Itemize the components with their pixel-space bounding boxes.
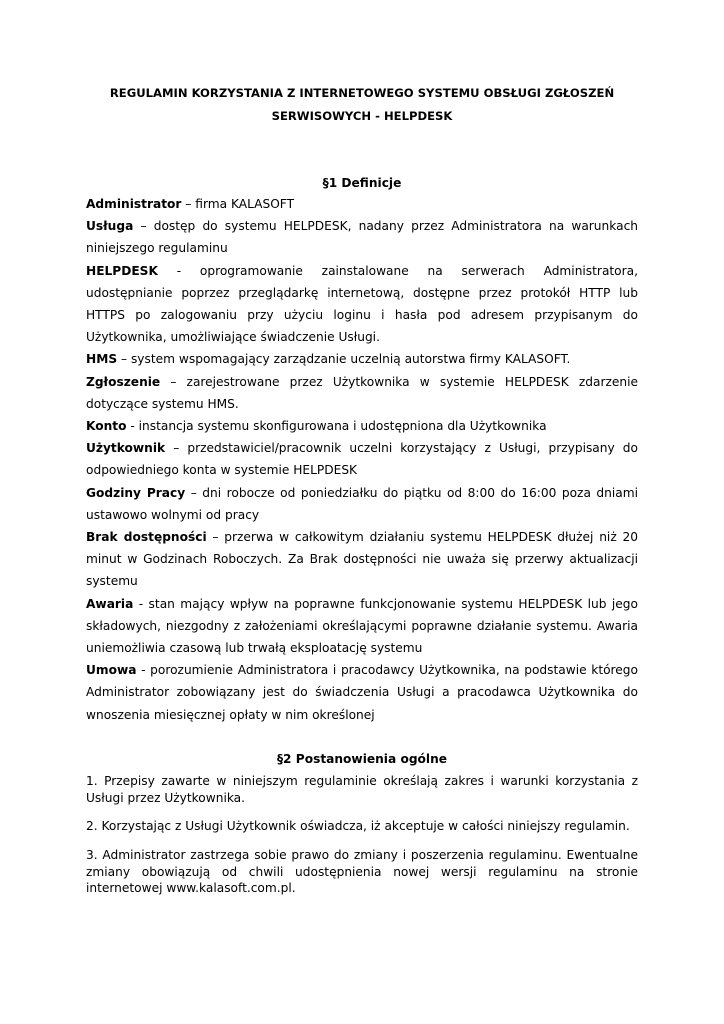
definition-item [86, 260, 638, 349]
definition-text: – system wspomagający zarządzanie uczelnią autorstwa firmy KALASOFT. [117, 352, 571, 367]
paragraph-3: 3. Administrator zastrzega sobie prawo do zmiany i poszerzenia regulaminu. Ewentualne zmiany obowiązują od chwili udostępnienia nowej wersji regulaminu na stronie internetowej www.kalasoft.com.pl. [86, 848, 638, 895]
definition-item [86, 659, 638, 726]
definition-term: Awaria [86, 596, 134, 611]
definition-item [86, 415, 638, 437]
definition-term: Godziny Pracy [86, 485, 186, 500]
definition-term: Administrator [86, 197, 182, 211]
definition-text: - instancja systemu skonfigurowana i udostępniona dla Użytkownika [126, 419, 547, 434]
definition-item [86, 193, 638, 215]
title-line-2: SERWISOWYCH - HELPDESK [271, 109, 453, 123]
definition-text: - porozumienie Administratora i pracodawcy Użytkownika, na podstawie którego Administrator zobowiązany jest do świadczenia Usługi a pracodawca Użytkownika do wnoszenia miesięcznej opłaty w nim określonej [86, 663, 638, 722]
definition-item [86, 593, 638, 660]
title-line-1: REGULAMIN KORZYSTANIA Z INTERNETOWEGO SYSTEMU OBSŁUGI ZGŁOSZEŃ [109, 86, 615, 100]
definition-item [86, 215, 638, 259]
definition-term: HMS [86, 352, 118, 367]
definition-term: Usługa [86, 219, 134, 234]
section-1-heading: §1 Definicje [322, 176, 402, 190]
definition-text: – przerwa w całkowitym działaniu systemu HELPDESK dłużej niż 20 minut w Godzinach Roboczych. Za Brak dostępności nie uważa się przerwy aktualizacji systemu [86, 530, 638, 589]
definition-text: - oprogramowanie zainstalowane na serwerach Administratora, udostępnianie poprzez przeglądarkę internetową, dostępne przez protokół HTTP lub HTTPS po zalogowaniu przy użyciu loginu i hasła pod adresem przypisanym do Użytkownika, umożliwiające świadczenie Usługi. [86, 263, 638, 345]
definition-text: – firma KALASOFT [181, 197, 295, 211]
definition-text: – przedstawiciel/pracownik uczelni korzystający z Usługi, przypisany do odpowiedniego konta w systemie HELPDESK [86, 441, 638, 478]
definition-text: – zarejestrowane przez Użytkownika w systemie HELPDESK zdarzenie dotyczące systemu HMS. [86, 374, 638, 411]
definitions-list [86, 193, 638, 726]
definition-term: Konto [86, 419, 127, 434]
definition-term: Użytkownik [86, 441, 166, 456]
definition-term: Brak dostępności [86, 530, 207, 545]
definition-text: – dostęp do systemu HELPDESK, nadany przez Administratora na warunkach niniejszego regulaminu [86, 219, 638, 256]
document-title [86, 82, 638, 128]
definition-item [86, 371, 638, 415]
definition-item [86, 526, 638, 593]
paragraph-1: 1. Przepisy zawarte w niniejszym regulaminie określają zakres i warunki korzystania z Usługi przez Użytkownika. [86, 774, 638, 805]
definition-item [86, 348, 638, 370]
definition-term: HELPDESK [86, 263, 158, 278]
paragraph-2: 2. Korzystając z Usługi Użytkownik oświadcza, iż akceptuje w całości niniejszy regulamin. [86, 819, 630, 833]
definition-text: – dni robocze od poniedziałku do piątku od 8:00 do 16:00 poza dniami ustawowo wolnymi od pracy [86, 485, 638, 522]
definition-term: Zgłoszenie [86, 374, 161, 389]
definition-term: Umowa [86, 663, 137, 678]
section-2-heading: §2 Postanowienia ogólne [276, 752, 448, 766]
definition-item [86, 437, 638, 481]
definition-text: - stan mający wpływ na poprawne funkcjonowanie systemu HELPDESK lub jego składowych, niezgodny z założeniami określającymi poprawne działanie systemu. Awaria uniemożliwia czasową lub trwałą eksploatację systemu [86, 596, 638, 656]
definition-item [86, 482, 638, 526]
